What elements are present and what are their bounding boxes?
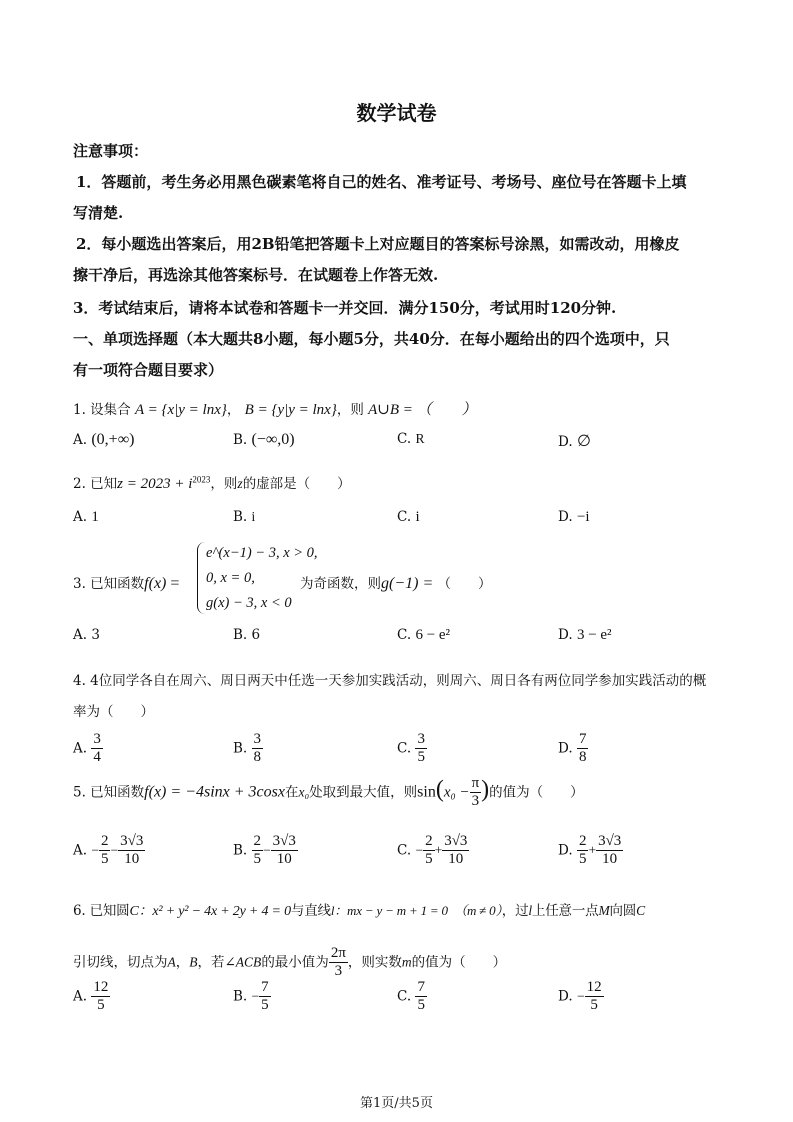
q3-case-3: g(x) − 3, x < 0 — [206, 595, 292, 611]
page-title: 数学试卷 — [356, 101, 437, 125]
q5-option-b: B. $\frac{2}{5}$ − $\frac{3√3}{10}$ — [233, 833, 296, 868]
q3-fx: f(x) — [144, 575, 167, 592]
q3-option-c: C. 6 − e² — [397, 627, 451, 643]
section-heading-line-2: 有一项符合题目要求） — [73, 361, 224, 379]
q6-option-a: A. $\frac{12}{5}$ — [73, 979, 109, 1014]
q4-option-c: C. $\frac{3}{5}$ — [397, 731, 425, 766]
question-6-line-2: 引切线，切点为A，B，若∠ACB的最小值为 $\frac{2\pi}{3}$ ，则实数m的值为（ ） — [73, 945, 507, 980]
q2-var: z — [237, 476, 243, 491]
q1-then: ，则 — [336, 402, 364, 418]
notice-item-1-line-1: 1．答题前，考生务必用黑色碳素笔将自己的姓名、准考证号、考场号、座位号在答题卡上填 — [76, 173, 687, 191]
q5-option-c: C. − $\frac{2}{5}$ + $\frac{3√3}{10}$ — [397, 833, 468, 868]
notice-item-2-line-1: 2．每小题选出答案后，用2B铅笔把答题卡上对应题目的答案标号涂黑，如需改动，用橡皮 — [76, 235, 680, 253]
q5-option-d: D. $\frac{2}{5}$ + $\frac{3√3}{10}$ — [558, 833, 622, 868]
question-4-line-1: 4. 4位同学各自在周六、周日两天中任选一天参加实践活动，则周六、周日各有两位同学参加实践活动的概 — [73, 673, 707, 689]
notice-item-1-line-2: 写清楚. — [73, 204, 124, 222]
page-footer: 第1页/共5页 — [360, 1096, 433, 1111]
q6-option-b: B. − $\frac{7}{5}$ — [233, 979, 269, 1014]
q3-case-2: 0, x = 0, — [206, 570, 255, 586]
q5-option-a: A. − $\frac{2}{5}$ − $\frac{3√3}{10}$ — [73, 833, 144, 868]
q2-exponent: 2023 — [192, 474, 211, 485]
q3-case-brace — [197, 542, 206, 614]
q4-option-b: B. $\frac{3}{8}$ — [233, 731, 262, 766]
q1-set-b: B = {y|y = lnx} — [244, 402, 337, 418]
q4-option-d: D. $\frac{7}{8}$ — [558, 731, 587, 766]
q3-suffix: 为奇函数，则g(−1) = （ ） — [300, 575, 492, 592]
q1-option-c: C. R — [397, 431, 425, 447]
notice-item-3-line-1: 3．考试结束后，请将本试卷和答题卡一并交回．满分150分，考试用时120分钟. — [73, 299, 617, 317]
q6-option-d: D. − $\frac{12}{5}$ — [558, 979, 602, 1014]
q2-tail: 的虚部是（ ） — [242, 476, 351, 492]
question-4-line-2: 率为（ ） — [73, 704, 154, 720]
q5-expr: f(x) = −4sinx + 3cosx — [144, 783, 285, 801]
q6-circle-eq: C：x² + y² − 4x + 2y + 4 = 0 — [129, 904, 291, 919]
question-6-line-1: 6. 已知圆C：x² + y² − 4x + 2y + 4 = 0与直线l：mx − y − m + 1 = 0 （m ≠ 0），过l上任意一点M向圆C — [73, 903, 645, 919]
section-heading-line-1: 一、单项选择题（本大题共8小题，每小题5分，共40分．在每小题给出的四个选项中，只 — [73, 330, 670, 348]
q4-option-a: A. $\frac{3}{4}$ — [73, 731, 101, 766]
question-1-stem — [73, 398, 477, 419]
q2-suffix: ，则 — [210, 476, 238, 492]
q1-sep: ， — [226, 402, 241, 418]
question-2-stem — [73, 472, 351, 493]
q2-option-d: D. −i — [558, 509, 590, 525]
q1-union: A∪B = （ ） — [368, 402, 477, 418]
q2-expr: z = 2023 + i — [117, 476, 193, 492]
q2-option-a: A. 1 — [73, 509, 99, 525]
q3-option-d: D. 3 − e² — [558, 627, 612, 643]
q1-option-b: B. (−∞,0) — [233, 431, 295, 448]
q1-set-a: A = {x|y = lnx} — [134, 402, 227, 418]
q3-option-b: B. 6 — [233, 627, 261, 643]
question-5-stem: 5. 已知函数f(x) = −4sinx + 3cosx在x₀处取到最大值，则sin(x₀ − $\frac{\pi}{3}$ )的值为（ ） — [73, 775, 584, 810]
q1-option-a: A. (0,+∞) — [73, 431, 135, 448]
q1-option-d: D. ∅ — [558, 433, 591, 450]
q6-angle: ∠ACB — [224, 954, 262, 970]
q2-option-b: B. i — [233, 509, 256, 525]
q6-line-eq: l：mx − y − m + 1 = 0 （m ≠ 0） — [330, 903, 502, 918]
q5-x0: x₀ — [298, 784, 310, 800]
q3-ask: g(−1) = — [381, 575, 434, 592]
q1-prefix: 1. 设集合 — [73, 402, 131, 418]
q3-option-a: A. 3 — [73, 627, 100, 643]
q6-option-c: C. $\frac{7}{5}$ — [397, 979, 425, 1014]
q2-option-c: C. i — [397, 509, 420, 525]
notice-heading: 注意事项： — [73, 142, 149, 160]
q3-prefix: 3. 已知函数f(x) = — [73, 575, 180, 592]
q2-prefix: 2. 已知 — [73, 476, 118, 492]
q3-case-1: e^(x−1) − 3, x > 0, — [206, 545, 318, 561]
notice-item-2-line-2: 擦干净后，再选涂其他答案标号．在试题卷上作答无效. — [73, 266, 439, 284]
